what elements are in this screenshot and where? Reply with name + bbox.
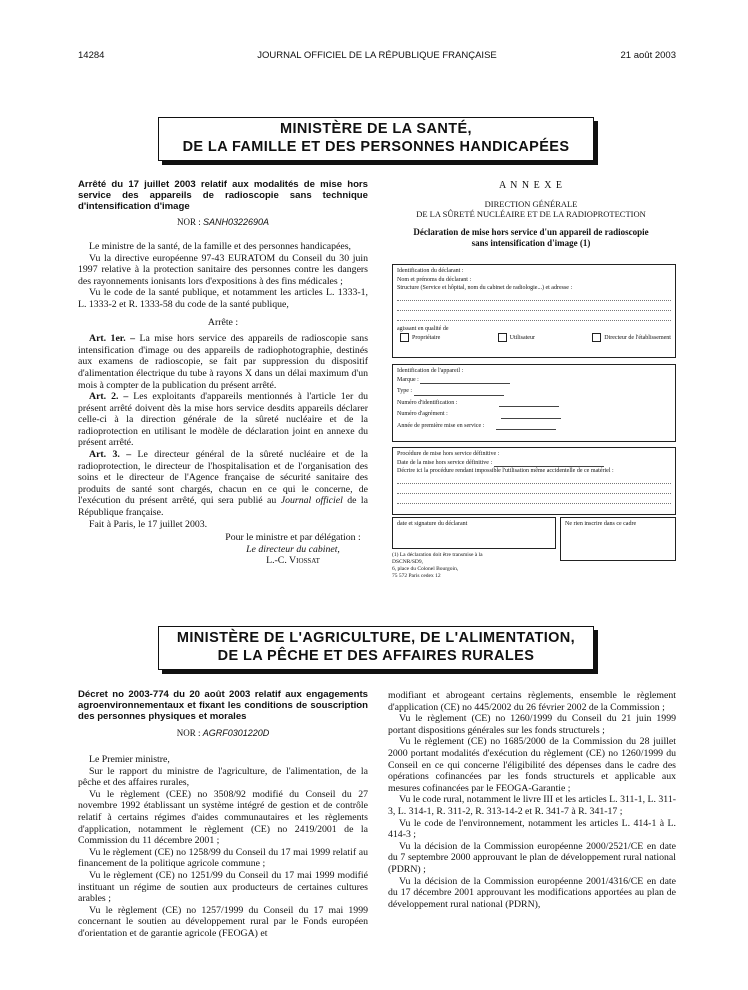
option-label: Directeur de l'établissement — [604, 334, 671, 341]
paragraph: Sur le rapport du ministre de l'agriculture, de l'alimentation, de la pêche et des affaires rurales, — [78, 765, 368, 789]
paragraph: Le ministre de la santé, de la famille et des personnes handicapées, — [89, 240, 351, 252]
paragraph: Vu le code de l'environnement, notamment les articles L. 414-1 à L. 414-3 ; — [388, 817, 676, 841]
article-1 — [78, 333, 368, 391]
signature-block — [218, 532, 368, 567]
footnote-line: DSCNR/SD9, — [392, 559, 424, 565]
field-label: Ne rien inscrire dans ce cadre — [565, 521, 637, 527]
ministry-heading-sante — [158, 117, 594, 161]
ministry-line-1: MINISTÈRE DE L'AGRICULTURE, DE L'ALIMENTATION, — [176, 630, 576, 646]
paragraph: Vu le règlement (CEE) no 3508/92 modifié du Conseil du 27 novembre 1992 établissant un système intégré de gestion et de contrôle relatif à certains régimes d'aides communautaires et les règlements d'application, notamment le règlement (CE) no 2419/2001 de la Commission du 11 décembre 2001 ; — [78, 788, 368, 847]
direction-line-1: DIRECTION GÉNÉRALE — [484, 199, 578, 209]
nor-code: SANH0322690A — [202, 217, 270, 228]
field-label: Type : — [397, 388, 413, 394]
footnote-line: (1) La déclaration doit être transmise à la — [392, 552, 483, 558]
paragraph: Vu la décision de la Commission européenne 2001/4316/CE en date du 17 décembre 2001 approuvant les modifications apportées au plan de développement rural national (PDRN), — [388, 875, 676, 910]
box-heading: Procédure de mise hors service définitive : — [397, 451, 500, 457]
form-title-1: Déclaration de mise hors service d'un appareil de radioscopie — [413, 227, 649, 237]
paragraph: Vu le règlement (CE) no 1685/2000 de la Commission du 28 juillet 2000 portant modalités d'exécution du règlement (CE) no 1260/1999 du Conseil en ce qui concerne l'éligibilité des dépenses dans le cadre des opérations cofinancées par les fonds structurels et applicable aux mesures cofinancées par le FEOGA-Garantie ; — [388, 736, 676, 794]
agrement-field[interactable] — [501, 418, 561, 419]
annexe-label: A N N E X E — [498, 180, 564, 191]
field-label: Date de la mise hors service définitive : — [397, 459, 493, 466]
article-label: Art. 2. – — [89, 391, 129, 403]
blank-line[interactable] — [397, 293, 671, 301]
article-label: Art. 1er. – — [89, 333, 136, 345]
article-2 — [78, 391, 368, 449]
checkbox[interactable] — [400, 333, 409, 342]
box-heading: Identification de l'appareil : — [397, 368, 464, 374]
decret-section — [78, 690, 368, 939]
type-field[interactable] — [414, 395, 504, 396]
direction-line-2: DE LA SÛRETÉ NUCLÉAIRE ET DE LA RADIOPROTECTION — [416, 209, 646, 219]
issue-date: 21 août 2003 — [620, 50, 676, 61]
marque-field[interactable] — [420, 383, 510, 384]
decret-continued — [388, 690, 676, 910]
article-text: de la République française. — [78, 495, 368, 519]
nor-label: NOR : — [176, 217, 201, 228]
quality-options — [397, 333, 671, 342]
paragraph: Le Premier ministre, — [89, 753, 170, 765]
form-footnote — [392, 552, 542, 580]
field-label: Décrire ici la procédure rendant impossible l'utilisation même accidentelle de ce matériel : — [397, 468, 614, 474]
annexe-header — [388, 180, 674, 249]
paragraph: Vu le règlement (CE) no 1257/1999 du Conseil du 17 mai 1999 concernant le soutien au développement rural par le Fonds européen d'orientation et de garantie agricole (FEOGA) et — [78, 904, 368, 939]
ministry-heading-agriculture — [158, 626, 594, 670]
paragraph: Vu le code de la santé publique, et notamment les articles L. 1333-1, L. 1333-2 et R. 1333-58 du code de la santé publique, — [78, 287, 368, 310]
nor-reference — [78, 728, 368, 740]
decret-title: Décret no 2003-774 du 20 août 2003 relatif aux engagements agroenvironnementaux et fixant les conditions de souscription des personnes physiques et morales — [78, 689, 368, 722]
field-label: agissant en qualité de — [397, 325, 449, 332]
blank-line[interactable] — [397, 486, 671, 494]
declarant-box — [392, 264, 676, 358]
paragraph: modifiant et abrogeant certains règlements, ensemble le règlement d'application (CE) no 445/2002 du 26 février 2002 de la Commission ; — [388, 690, 676, 713]
form-title-2: sans intensification d'image (1) — [471, 238, 591, 248]
ministry-line-2: DE LA PÊCHE ET DES AFFAIRES RURALES — [217, 648, 535, 664]
procedure-box — [392, 447, 676, 515]
field-label: Nom et prénoms du déclarant : — [397, 276, 472, 283]
paragraph: Vu le règlement (CE) no 1251/99 du Conseil du 17 mai 1999 modifié instituant un régime de soutien aux producteurs de certaines cultures arables ; — [78, 869, 368, 905]
article-label: Art. 3. – — [89, 449, 132, 461]
article-text: Les exploitants d'appareils mentionnés à l'article 1er du présent arrêté doivent dès la mise hors service desdits appareils déclarer celle-ci à la direction générale de la sûreté nucléaire et de la radioprotection en utilisant le modèle de déclaration joint en annexe du présent arrêté. — [78, 391, 369, 449]
option-label: Propriétaire — [412, 334, 441, 341]
blank-line[interactable] — [397, 476, 671, 484]
journal-title: JOURNAL OFFICIEL DE LA RÉPUBLIQUE FRANÇAISE — [257, 50, 497, 61]
nor-label: NOR : — [176, 728, 201, 739]
paragraph: Vu la décision de la Commission européenne 2000/2521/CE en date du 7 septembre 2000 approuvant le plan de développement rural national (PDRN) ; — [388, 840, 676, 875]
ministry-line-1: MINISTÈRE DE LA SANTÉ, — [280, 121, 472, 137]
blank-line[interactable] — [397, 303, 671, 311]
checkbox[interactable] — [592, 333, 601, 342]
arrete-section — [78, 180, 368, 567]
footnote-line: 75 572 Paris cedex 12 — [392, 573, 441, 579]
field-label: Numéro d'agrément : — [397, 411, 448, 417]
signature-title: Le directeur du cabinet, — [246, 543, 340, 555]
arrete-word: Arrête : — [207, 316, 239, 328]
appareil-box — [392, 364, 676, 442]
paragraph: Vu le règlement (CE) no 1258/99 du Conseil du 17 mai 1999 relatif au financement de la politique agricole commune ; — [78, 846, 368, 870]
article-3 — [78, 449, 368, 519]
arrete-title: Arrêté du 17 juillet 2003 relatif aux modalités de mise hors service des appareils de radioscopie sans technique d'intensification d'image — [78, 179, 368, 212]
checkbox[interactable] — [498, 333, 507, 342]
ministry-line-2: DE LA FAMILLE ET DES PERSONNES HANDICAPÉES — [182, 139, 570, 155]
paragraph: Vu la directive européenne 97-43 EURATOM du Conseil du 30 juin 1997 relative à la protection sanitaire des personnes contre les dangers des rayonnements ionisants lors d'expositions à des fins médicales ; — [78, 252, 368, 287]
footnote-line: 6, place du Colonel Bourgoin, — [392, 566, 459, 572]
blank-line[interactable] — [397, 496, 671, 504]
blank-line[interactable] — [397, 313, 671, 321]
nor-reference — [78, 217, 368, 229]
article-text: Le directeur général de la sûreté nucléaire et de la radioprotection, le directeur de l'hospitalisation et de l'organisation des soins et le directeur de l'Agence française de sécurité sanitaire des produits de santé sont chargés, chacun en ce qui le concerne, de l'exécution du présent arrêté, qui sera publié au — [78, 449, 368, 507]
signature-line: Pour le ministre et par délégation : — [225, 532, 361, 544]
box-heading: Identification du déclarant : — [397, 268, 464, 274]
page-number: 14284 — [78, 50, 105, 61]
option-label: Utilisateur — [509, 334, 535, 341]
field-label: Année de première mise en service : — [397, 422, 485, 429]
signature-box[interactable] — [392, 517, 556, 549]
field-label: date et signature du déclarant — [397, 521, 468, 527]
page-header — [78, 50, 676, 68]
identification-field[interactable] — [499, 406, 559, 407]
nor-code: AGRF0301220D — [202, 728, 270, 739]
field-label: Structure (Service et hôpital, nom du cabinet de radiologie...) et adresse : — [397, 285, 573, 291]
paragraph: Vu le code rural, notamment le livre III et les articles L. 311-1, L. 311-3, L. 314-1, R. 311-2, R. 313-14-2 et R. 341-7 à R. 341-17 ; — [388, 794, 676, 817]
journal-officiel-italic: Journal officiel — [280, 495, 343, 507]
field-label: Marque : — [397, 376, 419, 383]
annee-field[interactable] — [496, 429, 556, 430]
reserved-box — [560, 517, 676, 561]
field-label: Numéro d'identification : — [397, 399, 458, 406]
article-text: La mise hors service des appareils de radioscopie sans intensification d'image ou des appareils de radiophotographie, destinés aux examens de radioscopie, se fait par suppression du dispositif d'alimentation électrique du tube à rayons X dans un délai maximum d'un mois à compter de la publication du présent arrêté. — [78, 333, 369, 391]
fait-a-paris: Fait à Paris, le 17 juillet 2003. — [89, 518, 208, 530]
paragraph: Vu le règlement (CE) no 1260/1999 du Conseil du 21 juin 1999 portant dispositions générales sur les fonds structurels ; — [388, 713, 676, 736]
signatory-name: L.-C. Viossat — [266, 555, 320, 567]
